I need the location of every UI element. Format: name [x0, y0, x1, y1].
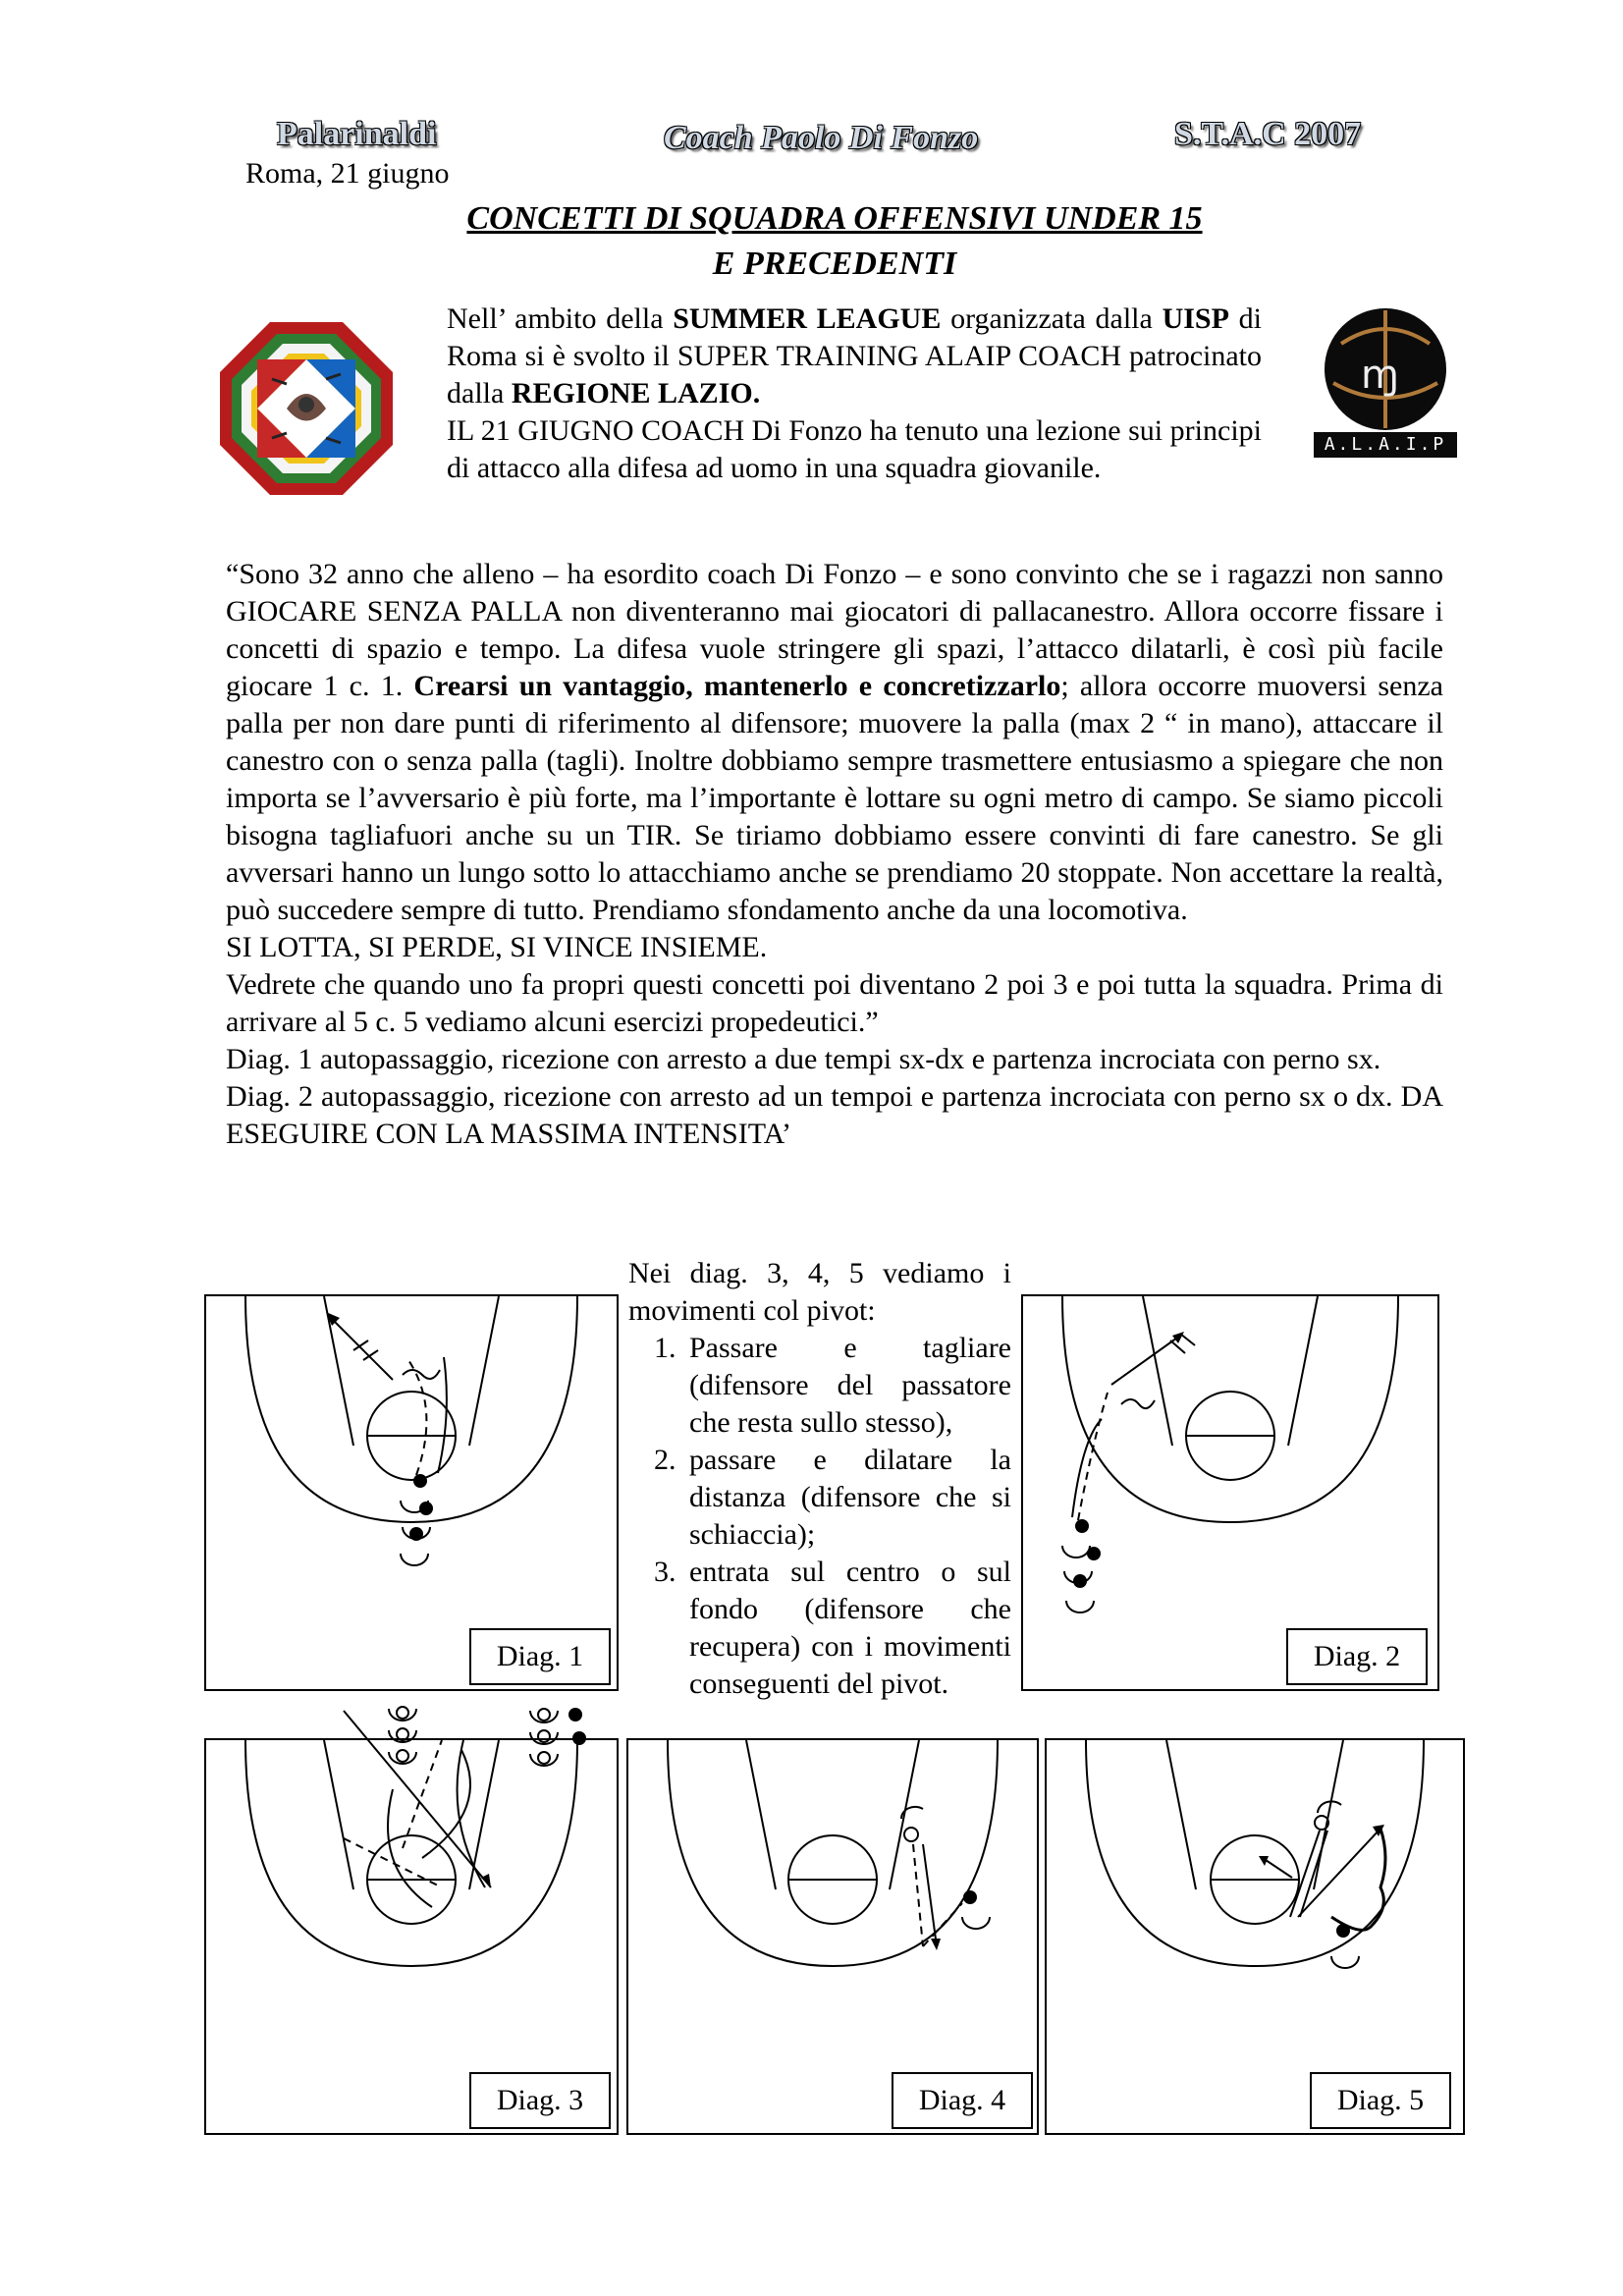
header-center: Coach Paolo Di Fonzo [664, 120, 979, 156]
diagram-3-label: Diag. 3 [469, 2072, 611, 2129]
diagram-4 [626, 1738, 1039, 2135]
diagram-3 [204, 1738, 619, 2135]
regione-lazio-crest-icon [218, 320, 395, 497]
diagram-1 [204, 1294, 619, 1691]
body-paragraph-1: “Sono 32 anno che alleno – ha esordito coach Di Fonzo – e sono convinto che se i ragazzi non sanno GIOCARE SENZA PALLA non diventeranno mai giocatori di pallacanestro. Allora occorre fissare i concetti di spazio e tempo. La difesa vuole stringere gli spazi, l’attacco dilatarli, è così più facile giocare 1 c. 1. Crearsi un vantaggio, mantenerlo e concretizzarlo; allora occorre muoversi senza palla per non dare punti di riferimento al difensore; muovere la palla (max 2 “ in mano), attaccare il canestro con o senza palla (tagli). Inoltre dobbiamo sempre trasmettere entusiasmo a spiegare che non importa se l’avversario è più forte, ma l’importante è lottare su ogni metro di campo. Se siamo piccoli bisogna tagliafuori anche su un TIR. Se tiriamo dobbiamo essere convinti di fare canestro. Se gli avversari hanno un lungo sotto lo attacchiamo anche se prendiamo 20 stoppate. Non accettare la realtà, può succedere sempre di tutto. Prendiamo sfondamento anche da una locomotiva. [226, 558, 1443, 926]
header-right: S.T.A.C 2007 [1174, 116, 1362, 152]
header-date: Roma, 21 giugno [245, 157, 450, 190]
page-subtitle-clip [393, 246, 1276, 275]
diagram-4-label: Diag. 4 [892, 2072, 1033, 2129]
body-paragraph-3: Vedrete che quando uno fa propri questi concetti poi diventano 2 poi 3 e poi tutta la squadra. Prima di arrivare al 5 c. 5 vediamo alcuni esercizi propedeutici.” [226, 968, 1443, 1038]
diagram-3-players [383, 1695, 599, 1783]
diagram-1-label: Diag. 1 [469, 1628, 611, 1685]
diagram-5-label: Diag. 5 [1310, 2072, 1451, 2129]
header-left: Palarinaldi [277, 116, 437, 152]
list-item: 2. passare e dilatare la distanza (difensore che si schiaccia); [683, 1442, 1011, 1554]
intro-paragraph: Nell’ ambito della SUMMER LEAGUE organizzata dalla UISP di Roma si è svolto il SUPER TRAINING ALAIP COACH patrocinato dalla REGIONE LAZIO. IL 21 GIUGNO COACH Di Fonzo ha tenuto una lezione sui principi di attacco alla difesa ad uomo in una squadra giovanile. [447, 302, 1262, 484]
pivot-intro: Nei diag. 3, 4, 5 vediamo i movimenti col pivot: [628, 1257, 1011, 1327]
diagram-2-label: Diag. 2 [1286, 1628, 1428, 1685]
page-subtitle: E PRECEDENTI [712, 246, 957, 275]
diagram-2 [1021, 1294, 1439, 1691]
list-item: 3. entrata sul centro o sul fondo (difensore che recupera) con i movimenti conseguenti del pivot. [683, 1554, 1011, 1703]
pivot-movements-text [628, 1255, 1011, 1703]
pivot-list [628, 1330, 1011, 1703]
page-title: CONCETTI DI SQUADRA OFFENSIVI UNDER 15 [466, 200, 1203, 237]
list-item: 1. Passare e tagliare (difensore del passatore che resta sullo stesso), [683, 1330, 1011, 1442]
svg-text:ɱ: ɱ [1361, 353, 1399, 398]
alaip-logo-text: A.L.A.I.P [1324, 434, 1447, 455]
alaip-logo [1312, 304, 1459, 460]
body-paragraph-4: Diag. 1 autopassaggio, ricezione con arresto a due tempi sx-dx e partenza incrociata con perno sx. [226, 1043, 1381, 1075]
diagram-5 [1045, 1738, 1465, 2135]
body-paragraph-2: SI LOTTA, SI PERDE, SI VINCE INSIEME. [226, 931, 768, 963]
body-paragraph-5: Diag. 2 autopassaggio, ricezione con arresto ad un tempoi e partenza incrociata con perno sx o dx. DA ESEGUIRE CON LA MASSIMA INTENSITA’ [226, 1080, 1443, 1150]
body-text [226, 556, 1443, 1153]
